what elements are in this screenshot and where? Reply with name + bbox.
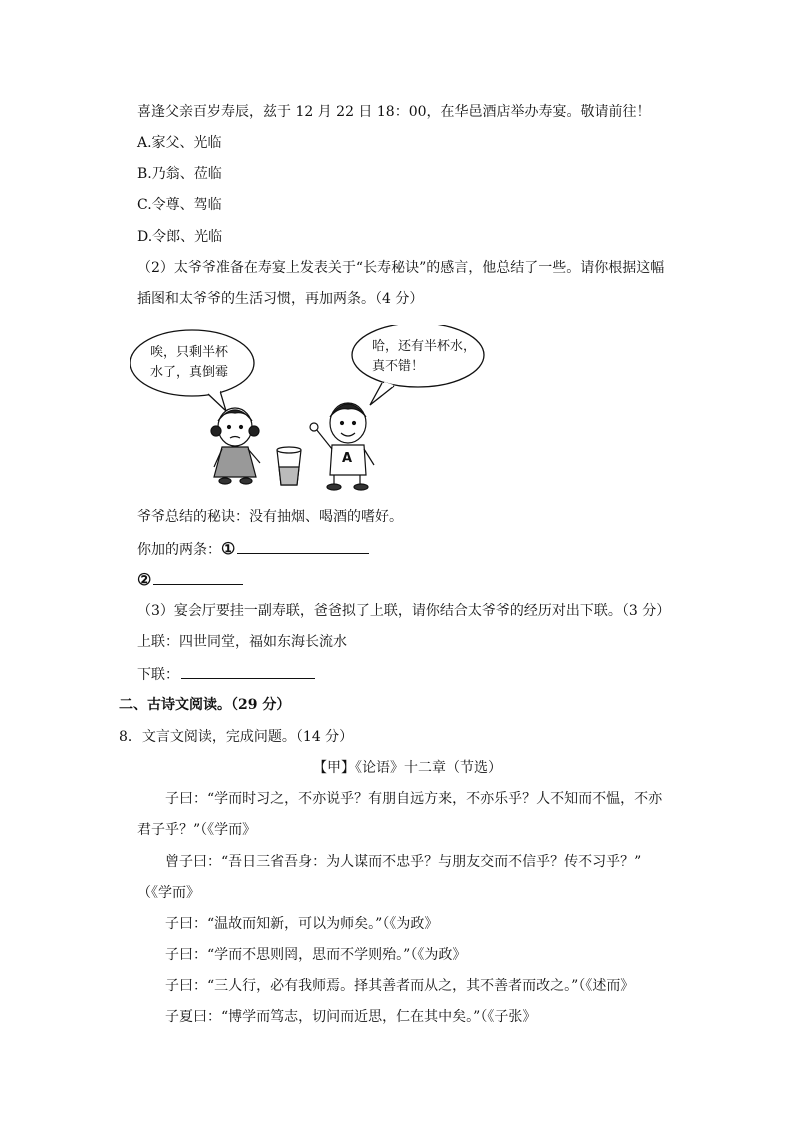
lower-couplet-line bbox=[137, 664, 315, 685]
mark-1: ① bbox=[221, 539, 236, 558]
passage-p2-line2: （《学而》 bbox=[137, 885, 200, 901]
boy-figure bbox=[310, 403, 374, 490]
option-c: C.令尊、驾临 bbox=[137, 197, 222, 213]
passage-p2-line1: 曾子曰：“吾日三省吾身：为人谋而不忠乎？与朋友交而不信乎？传不习乎？” bbox=[165, 854, 642, 870]
girl-figure bbox=[211, 408, 260, 484]
question-8: 8．文言文阅读，完成问题。（14 分） bbox=[119, 729, 354, 745]
passage-p1-line1: 子曰：“学而时习之，不亦说乎？有朋自远方来，不亦乐乎？人不知而不愠，不亦 bbox=[165, 791, 663, 807]
boy-shirt-letter: A bbox=[342, 451, 353, 466]
passage-p4: 子曰：“学而不思则罔，思而不学则殆。”（《为政》 bbox=[165, 947, 467, 963]
girl-bubble-line2: 水了，真倒霉 bbox=[150, 365, 229, 380]
answer-blank-1[interactable] bbox=[237, 539, 369, 554]
answer-blank-2[interactable] bbox=[153, 570, 243, 585]
question-2-line1: （2）太爷爷准备在寿宴上发表关于“长寿秘诀”的感言，他总结了一些。请你根据这幅 bbox=[137, 260, 665, 276]
option-b: B.乃翁、莅临 bbox=[137, 166, 222, 182]
answer-line-2 bbox=[137, 570, 243, 591]
boy-bubble-line2: 真不错！ bbox=[372, 359, 425, 374]
lower-couplet-blank[interactable] bbox=[181, 664, 315, 679]
girl-bubble-line1: 唉，只剩半杯 bbox=[150, 345, 229, 360]
section-2-heading: 二、古诗文阅读。（29 分） bbox=[119, 697, 291, 713]
passage-p5: 子曰：“三人行，必有我师焉。择其善者而从之，其不善者而改之。”（《述而》 bbox=[165, 978, 635, 994]
upper-couplet: 上联：四世同堂，福如东海长流水 bbox=[137, 634, 347, 650]
answer-line-1 bbox=[137, 539, 369, 560]
passage-p1-line2: 君子乎？”（《学而》 bbox=[137, 822, 257, 838]
secret-line: 爷爷总结的秘诀：没有抽烟、喝酒的嗜好。 bbox=[137, 509, 403, 525]
mark-2: ② bbox=[137, 570, 152, 589]
passage-p6: 子夏曰：“博学而笃志，切问而近思，仁在其中矣。”（《子张》 bbox=[165, 1009, 537, 1025]
question-2-line2: 插图和太爷爷的生活习惯，再加两条。（4 分） bbox=[137, 291, 424, 307]
boy-bubble-line1: 哈，还有半杯水， bbox=[372, 339, 477, 354]
question-3-line1: （3）宴会厅要挂一副寿联，爸爸拟了上联，请你结合太爷爷的经历对出下联。（3 分） bbox=[137, 603, 671, 619]
passage-p3: 子曰：“温故而知新，可以为师矣。”（《为政》 bbox=[165, 916, 439, 932]
illustration-half-glass bbox=[130, 325, 490, 505]
lower-couplet-label: 下联： bbox=[137, 667, 179, 683]
intro-line: 喜逢父亲百岁寿辰，兹于 12 月 22 日 18：00，在华邑酒店举办寿宴。敬请前往！ bbox=[137, 104, 651, 120]
passage-title: 【甲】《论语》十二章（节选） bbox=[313, 760, 502, 776]
option-a: A.家父、光临 bbox=[137, 135, 222, 151]
glass-of-water bbox=[277, 447, 301, 485]
your-two-label: 你加的两条： bbox=[137, 542, 221, 558]
option-d: D.令郎、光临 bbox=[137, 229, 223, 245]
